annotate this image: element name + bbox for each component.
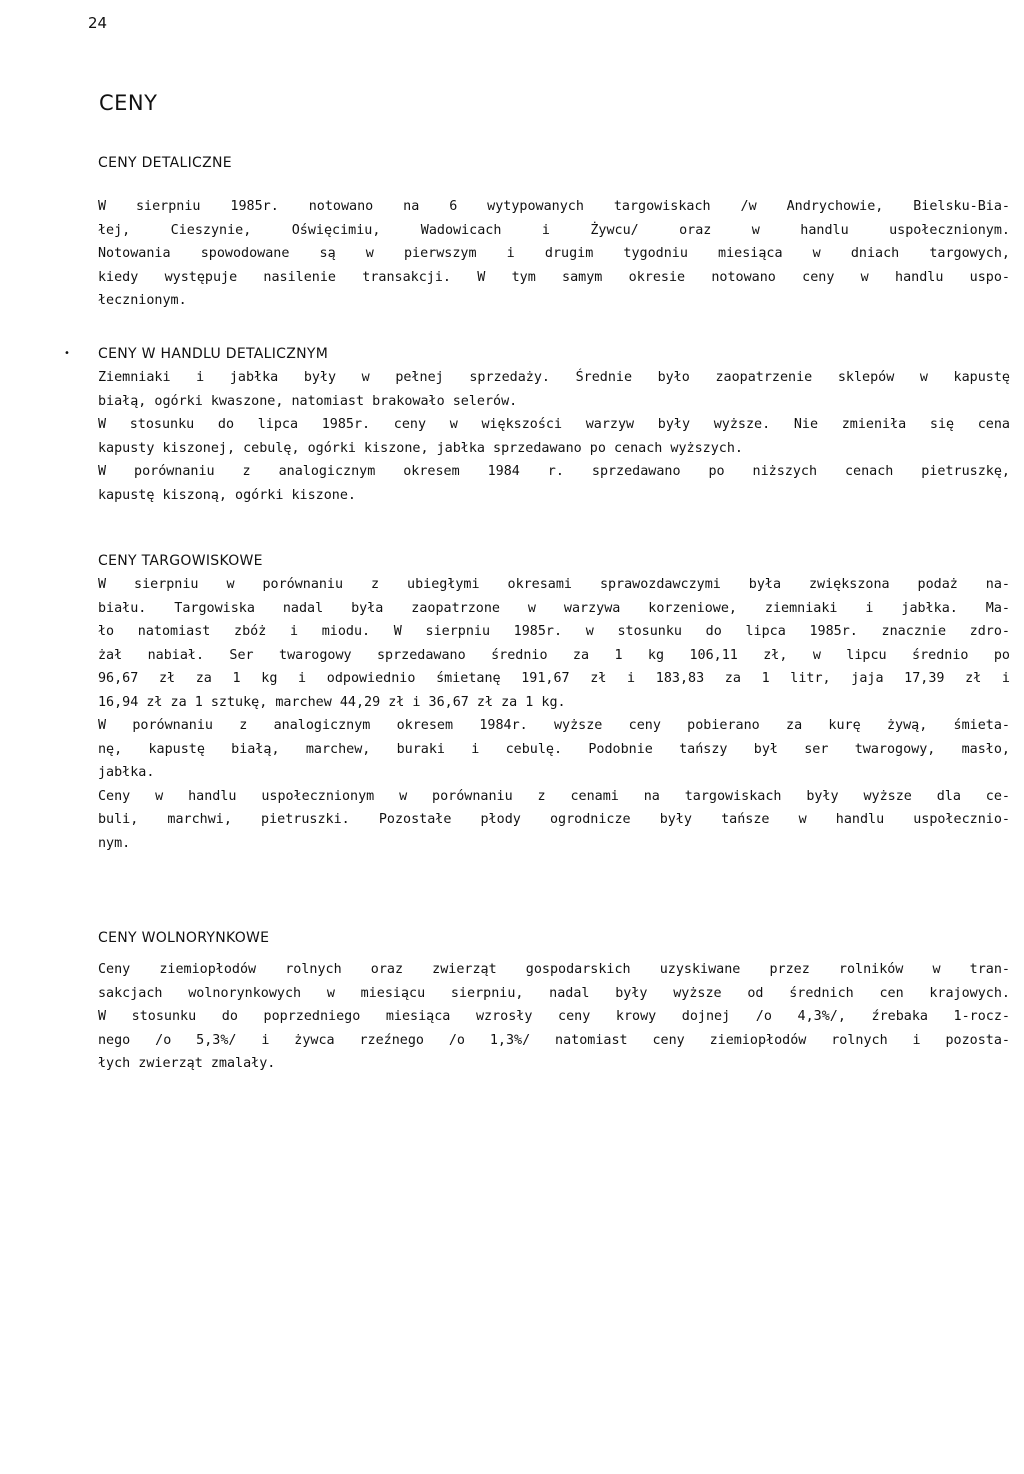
paragraph-line: W porównaniu z analogicznym okresem 1984r. wyższe ceny pobierano za kurę żywą, śmieta- — [98, 718, 1010, 733]
paragraph-line: nę, kapustę białą, marchew, buraki i cebulę. Podobnie tańszy był ser twarogowy, masło, — [98, 741, 1010, 757]
paragraph-line: W sierpniu w porównaniu z ubiegłymi okresami sprawozdawczymi była zwiększona podaż na- — [98, 577, 1010, 592]
paragraph-line: W porównaniu z analogicznym okresem 1984 r. sprzedawano po niższych cenach pietruszkę, — [98, 464, 1010, 479]
paragraph-line: nym. — [98, 835, 131, 851]
section-ceny-w-handlu-detalicznym — [98, 342, 1010, 507]
paragraph-line: Ceny ziemiopłodów rolnych oraz zwierząt gospodarskich uzyskiwane przez rolników w tran- — [98, 962, 1010, 977]
section-heading: CENY WOLNORYNKOWE — [98, 930, 270, 946]
section-heading: CENY DETALICZNE — [98, 155, 232, 171]
bullet-mark: • — [64, 348, 70, 359]
page-title: CENY — [99, 91, 158, 115]
paragraph-line: 96,67 zł za 1 kg i odpowiednio śmietanę 191,67 zł i 183,83 za 1 litr, jaja 17,39 zł i — [98, 671, 1010, 686]
section-ceny-detaliczne — [98, 151, 1010, 313]
paragraph-line: Ziemniaki i jabłka były w pełnej sprzedaży. Średnie było zaopatrzenie sklepów w kapustę — [98, 370, 1010, 385]
paragraph-line: Notowania spowodowane są w pierwszym i drugim tygodniu miesiąca w dniach targowych, — [98, 246, 1010, 261]
section-ceny-wolnorynkowe — [98, 926, 1010, 1076]
paragraph-line: ło natomiast zbóż i miodu. W sierpniu 1985r. w stosunku do lipca 1985r. znacznie zdro- — [98, 624, 1010, 639]
page-number: 24 — [88, 14, 108, 32]
paragraph-line: kapusty kiszonej, cebulę, ogórki kiszone, jabłka sprzedawano po cenach wyższych. — [98, 440, 743, 456]
paragraph-line: 16,94 zł za 1 sztukę, marchew 44,29 zł i 36,67 zł za 1 kg. — [98, 694, 566, 710]
paragraph-line: buli, marchwi, pietruszki. Pozostałe płody ogrodnicze były tańsze w handlu uspołecznio- — [98, 812, 1010, 827]
paragraph-line: sakcjach wolnorynkowych w miesiącu sierpniu, nadal były wyższe od średnich cen krajowych. — [98, 985, 1010, 1001]
paragraph-line: nego /o 5,3%/ i żywca rzeźnego /o 1,3%/ natomiast ceny ziemiopłodów rolnych i pozosta- — [98, 1032, 1010, 1048]
paragraph-line: W stosunku do poprzedniego miesiąca wzrosły ceny krowy dojnej /o 4,3%/, źrebaka 1-rocz- — [98, 1009, 1010, 1024]
section-heading: CENY W HANDLU DETALICZNYM — [98, 346, 329, 362]
paragraph-line: łej, Cieszynie, Oświęcimiu, Wadowicach i Żywcu/ oraz w handlu uspołecznionym. — [98, 222, 1010, 238]
paragraph-line: jabłka. — [98, 765, 155, 780]
paragraph-line: biału. Targowiska nadal była zaopatrzone w warzywa korzeniowe, ziemniaki i jabłka. Ma- — [98, 600, 1010, 616]
section-heading: CENY TARGOWISKOWE — [98, 553, 263, 569]
paragraph-line: białą, ogórki kwaszone, natomiast brakowało selerów. — [98, 393, 518, 409]
paragraph-line: W sierpniu 1985r. notowano na 6 wytypowanych targowiskach /w Andrychowie, Bielsku-Bia- — [98, 199, 1010, 214]
section-ceny-targowiskowe — [98, 549, 1010, 855]
paragraph-line: łecznionym. — [98, 293, 187, 308]
paragraph-line: łych zwierząt zmalały. — [98, 1056, 276, 1071]
paragraph-line: Ceny w handlu uspołecznionym w porównaniu z cenami na targowiskach były wyższe dla ce- — [98, 788, 1010, 804]
paragraph-line: W stosunku do lipca 1985r. ceny w większości warzyw były wyższe. Nie zmieniła się cena — [98, 417, 1010, 432]
paragraph-line: żał nabiał. Ser twarogowy sprzedawano średnio za 1 kg 106,11 zł, w lipcu średnio po — [98, 647, 1010, 663]
paragraph-line: kiedy występuje nasilenie transakcji. W tym samym okresie notowano ceny w handlu uspo- — [98, 269, 1010, 285]
paragraph-line: kapustę kiszoną, ogórki kiszone. — [98, 487, 356, 503]
